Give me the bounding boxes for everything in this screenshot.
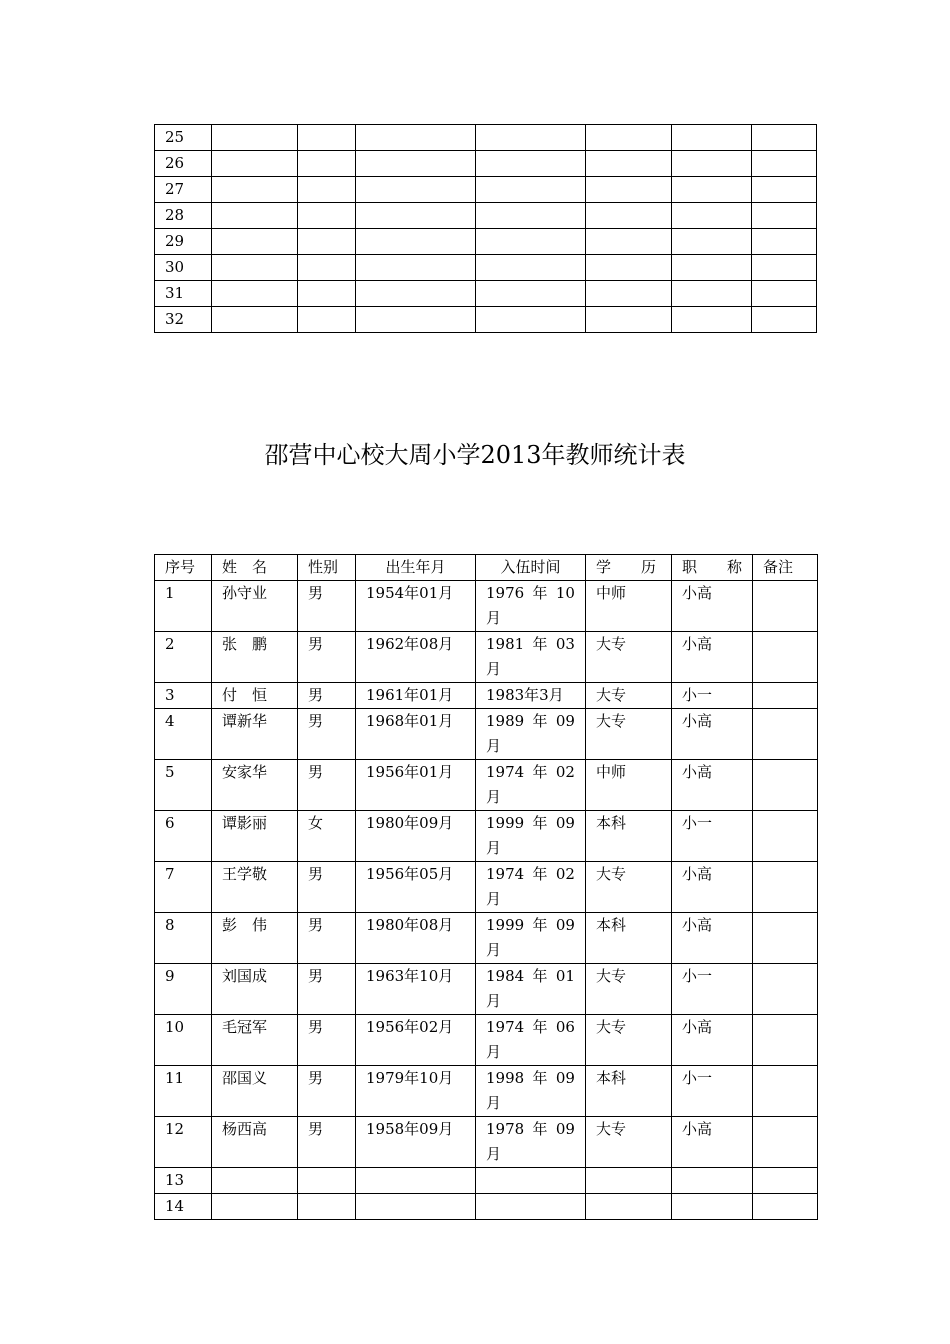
note-cell [753,581,818,632]
empty-cell [476,307,586,333]
table-row [155,151,817,177]
row-number-cell: 31 [155,281,212,307]
empty-cell [672,307,752,333]
join-date [486,913,575,963]
join-year: 1981 [486,635,525,653]
empty-cell [298,125,356,151]
sex-cell: 男 [298,1066,356,1117]
join-year-unit: 年 [532,1069,548,1087]
name-cell: 孙守业 [212,581,298,632]
empty-cell [212,125,298,151]
join-year-unit: 年 [532,763,548,781]
name-cell: 王学敬 [212,862,298,913]
row-number-cell: 25 [155,125,212,151]
table-row [155,203,817,229]
join-date-line [486,1015,575,1040]
sex-cell: 男 [298,581,356,632]
number-cell: 11 [155,1066,212,1117]
join-month: 02 [555,865,575,883]
continued-table [154,124,817,333]
name-cell: 杨西高 [212,1117,298,1168]
join-date-cell: 1983年3月 [476,683,586,709]
empty-cell [476,151,586,177]
empty-cell [672,125,752,151]
join-date-line [486,964,575,989]
empty-cell [586,125,672,151]
join-date [486,964,575,1014]
education-cell: 中师 [586,760,672,811]
join-date-cell [476,964,586,1015]
empty-cell [356,151,476,177]
join-month-unit: 月 [486,890,502,908]
empty-cell [298,1168,356,1194]
join-month: 03 [555,635,575,653]
join-month: 01 [555,967,575,985]
number-cell: 8 [155,913,212,964]
empty-cell [356,125,476,151]
title-cell: 小高 [672,632,753,683]
name-cell: 谭影丽 [212,811,298,862]
empty-cell [586,1168,672,1194]
join-date-cell [476,632,586,683]
number-cell: 3 [155,683,212,709]
join-year: 1998 [486,1069,525,1087]
table-row [155,1015,818,1066]
empty-cell [212,1194,298,1220]
empty-cell [212,281,298,307]
empty-cell [753,1168,818,1194]
table-row [155,683,818,709]
table-row [155,1194,818,1220]
table-row [155,1168,818,1194]
birth-cell: 1963年10月 [356,964,476,1015]
teacher-table [154,554,818,1220]
table-row [155,862,818,913]
empty-cell [752,203,817,229]
join-date [486,760,575,810]
empty-cell [356,203,476,229]
page-title: 邵营中心校大周小学2013年教师统计表 [264,441,686,469]
number-cell: 14 [155,1194,212,1220]
title-cell: 小高 [672,709,753,760]
note-cell [753,709,818,760]
table-row [155,964,818,1015]
title-cell: 小一 [672,1066,753,1117]
empty-cell [476,229,586,255]
empty-cell [586,255,672,281]
empty-cell [212,307,298,333]
table-row [155,709,818,760]
join-year: 1976 [486,584,525,602]
empty-cell [476,255,586,281]
join-date-line [486,709,575,734]
number-cell: 1 [155,581,212,632]
join-date-line [486,581,575,606]
education-cell: 大专 [586,632,672,683]
title-cell: 小高 [672,760,753,811]
empty-cell [212,1168,298,1194]
empty-cell [298,1194,356,1220]
number-cell: 10 [155,1015,212,1066]
number-cell: 9 [155,964,212,1015]
table-row [155,177,817,203]
join-month: 09 [555,916,575,934]
birth-cell: 1956年01月 [356,760,476,811]
note-cell [753,913,818,964]
sex-cell: 男 [298,683,356,709]
table-row [155,1066,818,1117]
join-month-unit: 月 [486,660,502,678]
table-row [155,281,817,307]
join-date-cell [476,760,586,811]
number-cell: 12 [155,1117,212,1168]
join-date-cell [476,913,586,964]
join-date-cell [476,862,586,913]
sex-cell: 女 [298,811,356,862]
title-cell: 小一 [672,683,753,709]
number-cell: 2 [155,632,212,683]
join-year-unit: 年 [532,967,548,985]
sex-cell: 男 [298,913,356,964]
empty-cell [586,281,672,307]
join-year-unit: 年 [532,635,548,653]
title-cell: 小一 [672,811,753,862]
empty-cell [672,177,752,203]
education-cell: 大专 [586,1015,672,1066]
join-year-unit: 年 [532,814,548,832]
join-date [486,862,575,912]
join-month-unit: 月 [486,1145,502,1163]
name-cell: 谭新华 [212,709,298,760]
birth-cell: 1962年08月 [356,632,476,683]
education-cell: 大专 [586,862,672,913]
education-cell: 大专 [586,683,672,709]
note-cell [753,683,818,709]
empty-cell [672,1194,753,1220]
header-cell: 序号 [155,555,212,581]
join-date-cell [476,1066,586,1117]
join-year-unit: 年 [532,712,548,730]
join-month-unit: 月 [486,992,502,1010]
number-cell: 4 [155,709,212,760]
education-cell: 本科 [586,1066,672,1117]
header-cell: 出生年月 [356,555,476,581]
title-cell: 小高 [672,862,753,913]
sex-cell: 男 [298,1117,356,1168]
title-cell: 小高 [672,581,753,632]
join-date-cell [476,581,586,632]
empty-cell [752,125,817,151]
join-month: 02 [555,763,575,781]
row-number-cell: 30 [155,255,212,281]
number-cell: 5 [155,760,212,811]
empty-cell [752,151,817,177]
join-month-unit: 月 [486,1094,502,1112]
name-cell: 毛冠军 [212,1015,298,1066]
table-row [155,811,818,862]
name-cell: 安家华 [212,760,298,811]
note-cell [753,862,818,913]
join-date [486,709,575,759]
education-cell: 本科 [586,913,672,964]
empty-cell [672,229,752,255]
join-year-unit: 年 [532,1018,548,1036]
join-date-line [486,811,575,836]
empty-cell [672,1168,753,1194]
join-year: 1999 [486,916,525,934]
join-year: 1974 [486,865,525,883]
join-month: 09 [555,814,575,832]
join-month-unit: 月 [486,1043,502,1061]
join-date-cell [476,1117,586,1168]
empty-cell [356,255,476,281]
join-date-line [486,913,575,938]
number-cell: 6 [155,811,212,862]
join-date [486,1066,575,1116]
row-number-cell: 29 [155,229,212,255]
empty-cell [753,1194,818,1220]
empty-cell [356,177,476,203]
empty-cell [672,281,752,307]
empty-cell [752,255,817,281]
empty-cell [212,229,298,255]
empty-cell [212,255,298,281]
header-cell: 备注 [753,555,818,581]
join-month: 09 [555,1120,575,1138]
join-year-unit: 年 [532,865,548,883]
row-number-cell: 32 [155,307,212,333]
education-cell: 本科 [586,811,672,862]
row-number-cell: 28 [155,203,212,229]
table-row [155,255,817,281]
name-cell: 彭 伟 [212,913,298,964]
join-year: 1974 [486,1018,525,1036]
note-cell [753,811,818,862]
birth-cell: 1961年01月 [356,683,476,709]
join-year: 1984 [486,967,525,985]
empty-cell [672,151,752,177]
join-date [486,811,575,861]
table-row [155,632,818,683]
sex-cell: 男 [298,862,356,913]
empty-cell [586,1194,672,1220]
table-row [155,581,818,632]
note-cell [753,1117,818,1168]
number-cell: 13 [155,1168,212,1194]
birth-cell: 1956年02月 [356,1015,476,1066]
join-year-unit: 年 [532,1120,548,1138]
empty-cell [476,125,586,151]
table-row [155,125,817,151]
birth-cell: 1956年05月 [356,862,476,913]
header-cell: 性别 [298,555,356,581]
empty-cell [752,229,817,255]
empty-cell [212,151,298,177]
empty-cell [476,281,586,307]
birth-cell: 1958年09月 [356,1117,476,1168]
empty-cell [298,203,356,229]
birth-cell: 1968年01月 [356,709,476,760]
table-row [155,913,818,964]
table-header-row [155,555,818,581]
empty-cell [356,1194,476,1220]
header-cell: 学 历 [586,555,672,581]
join-month-unit: 月 [486,941,502,959]
header-cell: 姓 名 [212,555,298,581]
note-cell [753,1015,818,1066]
join-month: 09 [555,712,575,730]
empty-cell [586,229,672,255]
empty-cell [298,229,356,255]
empty-cell [752,281,817,307]
table-row [155,1117,818,1168]
empty-cell [586,177,672,203]
sex-cell: 男 [298,709,356,760]
birth-cell: 1980年08月 [356,913,476,964]
empty-cell [586,151,672,177]
note-cell [753,1066,818,1117]
empty-cell [356,281,476,307]
education-cell: 中师 [586,581,672,632]
name-cell: 付 恒 [212,683,298,709]
birth-cell: 1980年09月 [356,811,476,862]
empty-cell [586,307,672,333]
header-cell: 入伍时间 [476,555,586,581]
empty-cell [212,177,298,203]
empty-cell [298,255,356,281]
join-date-cell [476,811,586,862]
join-date-line [486,862,575,887]
sex-cell: 男 [298,632,356,683]
join-year: 1999 [486,814,525,832]
education-cell: 大专 [586,964,672,1015]
empty-cell [298,307,356,333]
join-year: 1989 [486,712,525,730]
empty-cell [356,229,476,255]
join-year: 1974 [486,763,525,781]
number-cell: 7 [155,862,212,913]
join-date [486,1117,575,1167]
empty-cell [752,307,817,333]
join-date-cell [476,709,586,760]
note-cell [753,632,818,683]
name-cell: 张 鹏 [212,632,298,683]
join-month-unit: 月 [486,737,502,755]
header-cell: 职 称 [672,555,753,581]
empty-cell [356,1168,476,1194]
note-cell [753,964,818,1015]
join-month: 09 [555,1069,575,1087]
education-cell: 大专 [586,1117,672,1168]
title-cell: 小高 [672,913,753,964]
row-number-cell: 27 [155,177,212,203]
empty-cell [586,203,672,229]
title-cell: 小高 [672,1015,753,1066]
join-month-unit: 月 [486,839,502,857]
empty-cell [298,151,356,177]
join-date-line [486,632,575,657]
join-month: 10 [555,584,575,602]
title-cell: 小一 [672,964,753,1015]
name-cell: 邵国义 [212,1066,298,1117]
join-month-unit: 月 [486,788,502,806]
sex-cell: 男 [298,964,356,1015]
join-month: 06 [555,1018,575,1036]
empty-cell [476,1194,586,1220]
join-date-line [486,760,575,785]
title-cell: 小高 [672,1117,753,1168]
join-year-unit: 年 [532,584,548,602]
sex-cell: 男 [298,1015,356,1066]
note-cell [753,760,818,811]
join-year: 1978 [486,1120,525,1138]
empty-cell [298,177,356,203]
join-year-unit: 年 [532,916,548,934]
join-date [486,632,575,682]
join-date-line [486,1117,575,1142]
join-month-unit: 月 [486,609,502,627]
empty-cell [672,203,752,229]
birth-cell: 1979年10月 [356,1066,476,1117]
join-date-cell [476,1015,586,1066]
table-row [155,760,818,811]
empty-cell [356,307,476,333]
empty-cell [476,203,586,229]
education-cell: 大专 [586,709,672,760]
empty-cell [298,281,356,307]
empty-cell [672,255,752,281]
name-cell: 刘国成 [212,964,298,1015]
empty-cell [476,1168,586,1194]
empty-cell [212,203,298,229]
empty-cell [476,177,586,203]
birth-cell: 1954年01月 [356,581,476,632]
join-date [486,581,575,631]
row-number-cell: 26 [155,151,212,177]
join-date-line [486,1066,575,1091]
join-date [486,1015,575,1065]
table-row [155,307,817,333]
sex-cell: 男 [298,760,356,811]
table-row [155,229,817,255]
empty-cell [752,177,817,203]
